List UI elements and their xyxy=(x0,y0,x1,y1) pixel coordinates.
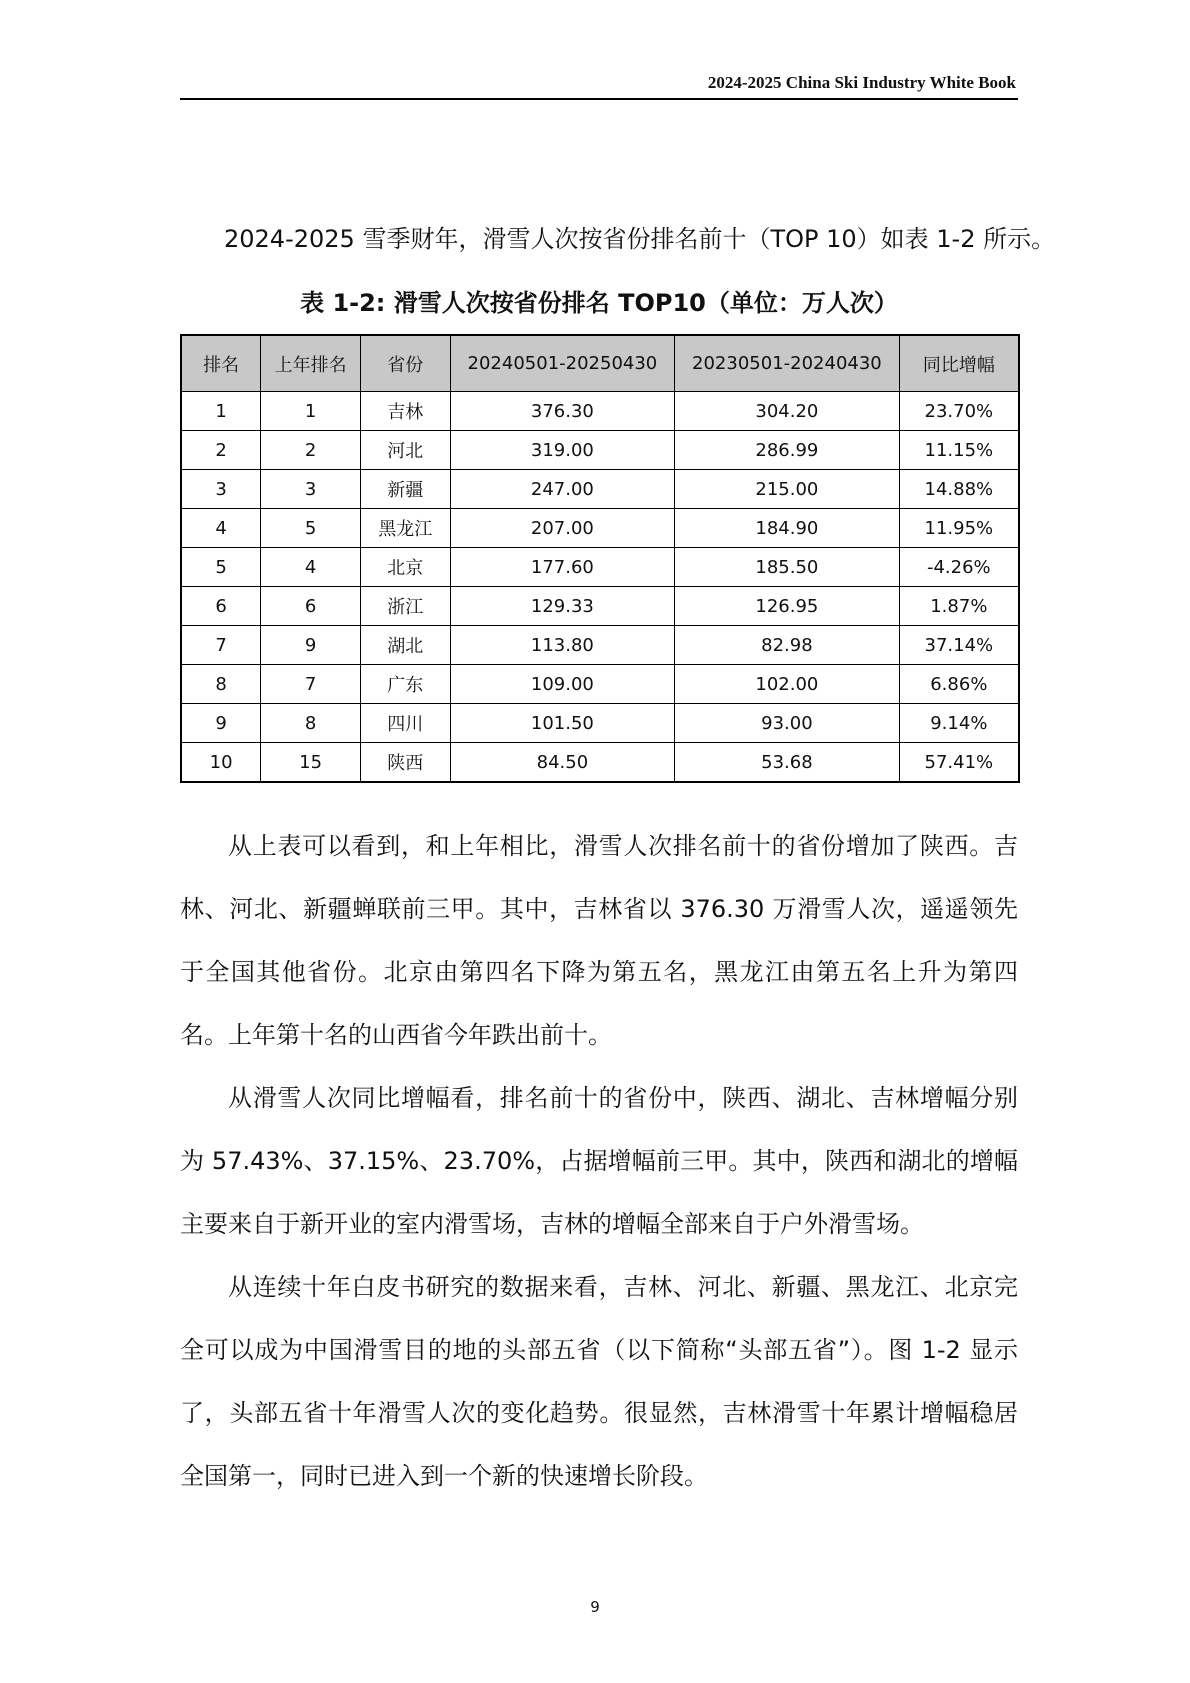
cell-value-2024: 129.33 xyxy=(450,587,675,626)
cell-rank: 7 xyxy=(181,626,261,665)
cell-value-2024: 101.50 xyxy=(450,704,675,743)
cell-value-2024: 109.00 xyxy=(450,665,675,704)
cell-value-2023: 184.90 xyxy=(675,509,900,548)
province-ranking-table xyxy=(180,334,1020,783)
cell-province: 陕西 xyxy=(360,743,450,783)
table-row xyxy=(181,626,1019,665)
page-number: 9 xyxy=(590,1598,600,1616)
table-row xyxy=(181,743,1019,783)
intro-sentence: 2024-2025 雪季财年，滑雪人次按省份排名前十（TOP 10）如表 1-2 所示。 xyxy=(224,225,1056,253)
cell-yoy-growth: 14.88% xyxy=(899,470,1019,509)
cell-rank: 2 xyxy=(181,431,261,470)
cell-yoy-growth: 11.95% xyxy=(899,509,1019,548)
table-row xyxy=(181,704,1019,743)
cell-value-2023: 304.20 xyxy=(675,392,900,431)
paragraph-3: 从连续十年白皮书研究的数据来看，吉林、河北、新疆、黑龙江、北京完全可以成为中国滑雪目的地的头部五省（以下简称“头部五省”）。图 1-2 显示了，头部五省十年滑雪人次的变化趋势。很显然，吉林滑雪十年累计增幅稳居全国第一，同时已进入到一个新的快速增长阶段。 xyxy=(180,1273,1018,1490)
paragraph-1: 从上表可以看到，和上年相比，滑雪人次排名前十的省份增加了陕西。吉林、河北、新疆蝉联前三甲。其中，吉林省以 376.30 万滑雪人次，遥遥领先于全国其他省份。北京由第四名下降为第五名，黑龙江由第五名上升为第四名。上年第十名的山西省今年跌出前十。 xyxy=(180,832,1018,1049)
cell-value-2024: 207.00 xyxy=(450,509,675,548)
cell-yoy-growth: 23.70% xyxy=(899,392,1019,431)
cell-province: 湖北 xyxy=(360,626,450,665)
cell-value-2024: 177.60 xyxy=(450,548,675,587)
cell-last-year-rank: 9 xyxy=(261,626,361,665)
cell-value-2023: 126.95 xyxy=(675,587,900,626)
table-row xyxy=(181,431,1019,470)
cell-value-2023: 185.50 xyxy=(675,548,900,587)
header-period-2024: 20240501-20250430 xyxy=(450,335,675,392)
header-period-2023: 20230501-20240430 xyxy=(675,335,900,392)
cell-yoy-growth: 6.86% xyxy=(899,665,1019,704)
cell-value-2023: 93.00 xyxy=(675,704,900,743)
cell-last-year-rank: 4 xyxy=(261,548,361,587)
cell-value-2024: 319.00 xyxy=(450,431,675,470)
header-yoy-growth: 同比增幅 xyxy=(899,335,1019,392)
cell-value-2023: 286.99 xyxy=(675,431,900,470)
cell-yoy-growth: 11.15% xyxy=(899,431,1019,470)
cell-value-2023: 82.98 xyxy=(675,626,900,665)
cell-rank: 9 xyxy=(181,704,261,743)
cell-value-2023: 53.68 xyxy=(675,743,900,783)
cell-yoy-growth: 1.87% xyxy=(899,587,1019,626)
table-title: 表 1-2: 滑雪人次按省份排名 TOP10（单位：万人次） xyxy=(300,289,898,317)
cell-value-2023: 215.00 xyxy=(675,470,900,509)
cell-province: 黑龙江 xyxy=(360,509,450,548)
cell-yoy-growth: 9.14% xyxy=(899,704,1019,743)
cell-rank: 3 xyxy=(181,470,261,509)
cell-last-year-rank: 2 xyxy=(261,431,361,470)
paragraph-2: 从滑雪人次同比增幅看，排名前十的省份中，陕西、湖北、吉林增幅分别为 57.43%、37.15%、23.70%，占据增幅前三甲。其中，陕西和湖北的增幅主要来自于新开业的室内滑雪场，吉林的增幅全部来自于户外滑雪场。 xyxy=(180,1084,1018,1238)
table-row xyxy=(181,665,1019,704)
page-header xyxy=(180,72,1018,100)
cell-last-year-rank: 7 xyxy=(261,665,361,704)
cell-province: 广东 xyxy=(360,665,450,704)
cell-province: 河北 xyxy=(360,431,450,470)
cell-last-year-rank: 15 xyxy=(261,743,361,783)
cell-last-year-rank: 1 xyxy=(261,392,361,431)
table-row xyxy=(181,470,1019,509)
table-row xyxy=(181,587,1019,626)
cell-rank: 10 xyxy=(181,743,261,783)
cell-last-year-rank: 3 xyxy=(261,470,361,509)
cell-value-2024: 376.30 xyxy=(450,392,675,431)
cell-rank: 5 xyxy=(181,548,261,587)
table-row xyxy=(181,509,1019,548)
header-title: 2024-2025 China Ski Industry White Book xyxy=(707,73,1016,92)
header-last-year-rank: 上年排名 xyxy=(261,335,361,392)
cell-value-2024: 113.80 xyxy=(450,626,675,665)
cell-province: 新疆 xyxy=(360,470,450,509)
table-row xyxy=(181,392,1019,431)
cell-rank: 1 xyxy=(181,392,261,431)
cell-province: 吉林 xyxy=(360,392,450,431)
header-rank: 排名 xyxy=(181,335,261,392)
cell-last-year-rank: 6 xyxy=(261,587,361,626)
cell-value-2024: 247.00 xyxy=(450,470,675,509)
cell-rank: 8 xyxy=(181,665,261,704)
cell-province: 四川 xyxy=(360,704,450,743)
table-header-row xyxy=(181,335,1019,392)
table-row xyxy=(181,548,1019,587)
header-province: 省份 xyxy=(360,335,450,392)
cell-last-year-rank: 8 xyxy=(261,704,361,743)
cell-last-year-rank: 5 xyxy=(261,509,361,548)
cell-province: 北京 xyxy=(360,548,450,587)
cell-rank: 6 xyxy=(181,587,261,626)
cell-value-2024: 84.50 xyxy=(450,743,675,783)
cell-province: 浙江 xyxy=(360,587,450,626)
cell-rank: 4 xyxy=(181,509,261,548)
cell-yoy-growth: 57.41% xyxy=(899,743,1019,783)
cell-yoy-growth: 37.14% xyxy=(899,626,1019,665)
cell-value-2023: 102.00 xyxy=(675,665,900,704)
cell-yoy-growth: -4.26% xyxy=(899,548,1019,587)
